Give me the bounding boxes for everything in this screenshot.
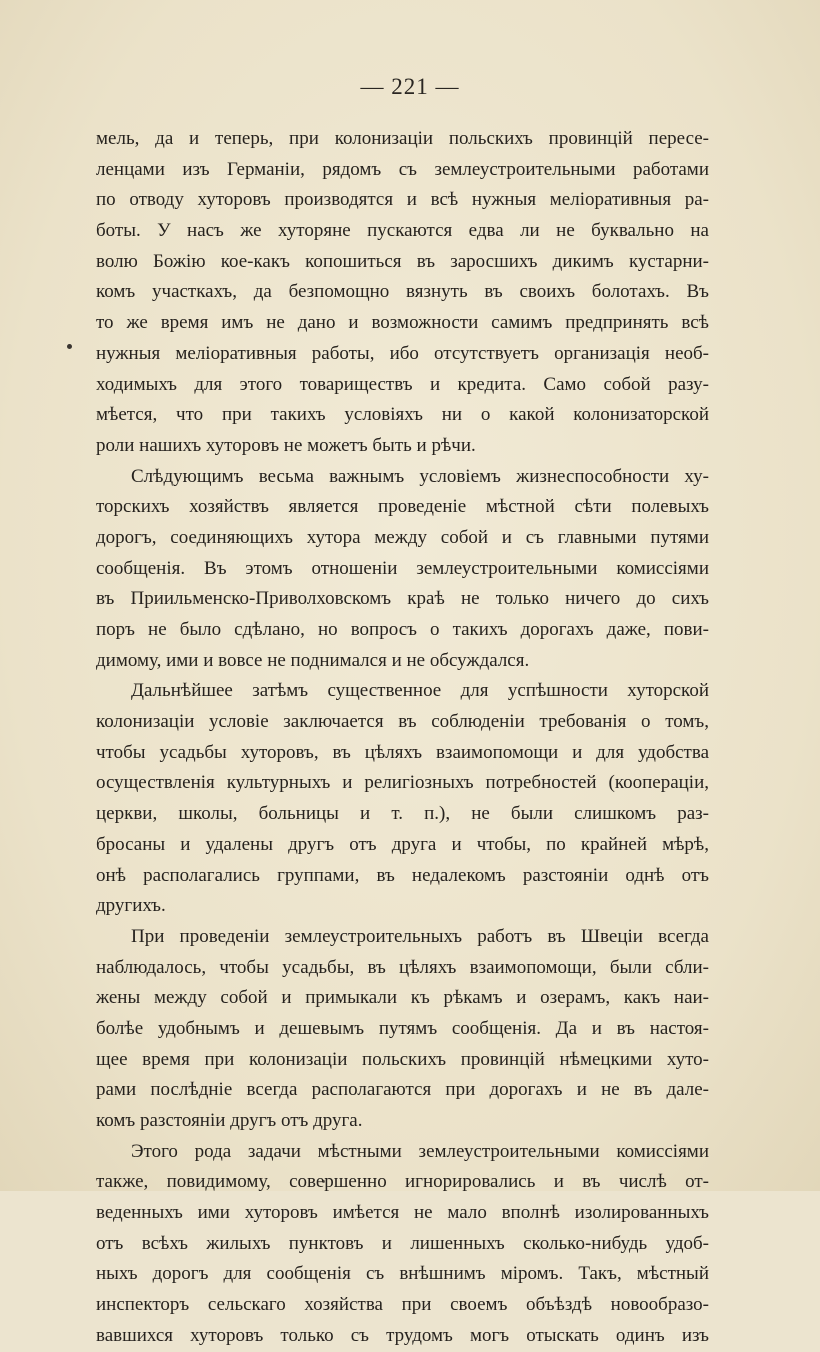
paragraph	[96, 462, 709, 677]
text-line: сообщенія. Въ этомъ отношеніи землеустроительными комиссіями	[96, 557, 709, 579]
text-line: онѣ располагались группами, въ недалекомъ разстояніи однѣ отъ	[96, 864, 709, 886]
text-line: щее время при колонизаціи польскихъ провинцій нѣмецкими хуто-	[96, 1048, 709, 1070]
text-line: осуществленія культурныхъ и религіозныхъ потребностей (коопераціи,	[96, 772, 709, 794]
text-line: мель, да и теперь, при колонизаціи польскихъ провинцій пересе-	[96, 128, 709, 149]
text-line: чтобы усадьбы хуторовъ, въ цѣляхъ взаимопомощи и для удобства	[96, 741, 709, 763]
text-line: ходимыхъ для этого товариществъ и кредита. Само собой разу-	[96, 373, 709, 395]
text-line: торскихъ хозяйствъ является проведеніе мѣстной сѣти полевыхъ	[96, 496, 709, 518]
text-line: ныхъ дорогъ для сообщенія съ внѣшнимъ міромъ. Такъ, мѣстный	[96, 1263, 709, 1285]
text-line: то же время имъ не дано и возможности самимъ предпринять всѣ	[96, 312, 709, 334]
paragraph	[96, 1137, 709, 1352]
text-line: инспекторъ сельскаго хозяйства при своемъ объѣздѣ новообразо-	[96, 1294, 709, 1316]
text-line: по отводу хуторовъ производятся и всѣ нужныя меліоративныя ра-	[96, 189, 709, 211]
text-line: церкви, школы, больницы и т. п.), не были слишкомъ раз-	[96, 803, 709, 825]
text-line: колонизаціи условіе заключается въ соблюденіи требованія о томъ,	[96, 711, 709, 733]
text-line: въ Приильменско-Приволховскомъ краѣ не только ничего до сихъ	[96, 588, 709, 610]
text-line: роли нашихъ хуторовъ не можетъ быть и рѣчи.	[96, 434, 476, 456]
text-body	[96, 124, 709, 1352]
text-line: другихъ.	[96, 895, 166, 917]
text-line: боты. У насъ же хуторяне пускаются едва ли не буквально на	[96, 220, 709, 242]
text-line: вавшихся хуторовъ только съ трудомъ могъ отыскать одинъ изъ	[96, 1324, 709, 1346]
text-line: болѣе удобнымъ и дешевымъ путямъ сообщенія. Да и въ настоя-	[96, 1017, 709, 1039]
text-line: отъ всѣхъ жилыхъ пунктовъ и лишенныхъ сколько-нибудь удоб-	[96, 1232, 709, 1254]
text-line: рами послѣдніе всегда располагаются при дорогахъ и не въ дале-	[96, 1079, 709, 1101]
text-line: нужныя меліоративныя работы, ибо отсутствуетъ организація необ-	[96, 342, 709, 364]
text-line: бросаны и удалены другъ отъ друга и чтобы, по крайней мѣрѣ,	[96, 833, 709, 855]
paragraph	[96, 124, 709, 462]
text-line: поръ не было сдѣлано, но вопросъ о такихъ дорогахъ даже, пови-	[96, 619, 709, 640]
text-line: мѣется, что при такихъ условіяхъ ни о какой колонизаторской	[96, 404, 709, 426]
text-line: Этого рода задачи мѣстными землеустроительными комиссіями	[131, 1140, 709, 1162]
text-line: димому, ими и вовсе не поднимался и не обсуждался.	[96, 649, 530, 671]
text-line: комъ разстояніи другъ отъ друга.	[96, 1110, 363, 1131]
text-line: жены между собой и примыкали къ рѣкамъ и озерамъ, какъ наи-	[96, 987, 709, 1009]
text-line: также, повидимому, совершенно игнорировались и въ числѣ от-	[96, 1171, 709, 1193]
text-line: При проведеніи землеустроительныхъ работъ въ Швеціи всегда	[131, 925, 709, 947]
text-line: Дальнѣйшее затѣмъ существенное для успѣшности хуторской	[131, 680, 709, 702]
text-line: веденныхъ ими хуторовъ имѣется не мало вполнѣ изолированныхъ	[96, 1202, 709, 1224]
text-line: комъ участкахъ, да безпомощно вязнуть въ своихъ болотахъ. Въ	[96, 281, 709, 303]
text-line: волю Божію кое-какъ копошиться въ заросшихъ дикимъ кустарни-	[96, 250, 709, 272]
text-line: Слѣдующимъ весьма важнымъ условіемъ жизнеспособности ху-	[131, 465, 709, 487]
text-line: ленцами изъ Германіи, рядомъ съ землеустроительными работами	[96, 158, 709, 180]
margin-mark	[67, 344, 72, 349]
page-number: — 221 —	[360, 74, 460, 99]
paragraph	[96, 676, 709, 922]
text-line: наблюдалось, чтобы усадьбы, въ цѣляхъ взаимопомощи, были сбли-	[96, 956, 709, 978]
paragraph	[96, 922, 709, 1137]
text-line: дорогъ, соединяющихъ хутора между собой и съ главными путями	[96, 526, 709, 548]
